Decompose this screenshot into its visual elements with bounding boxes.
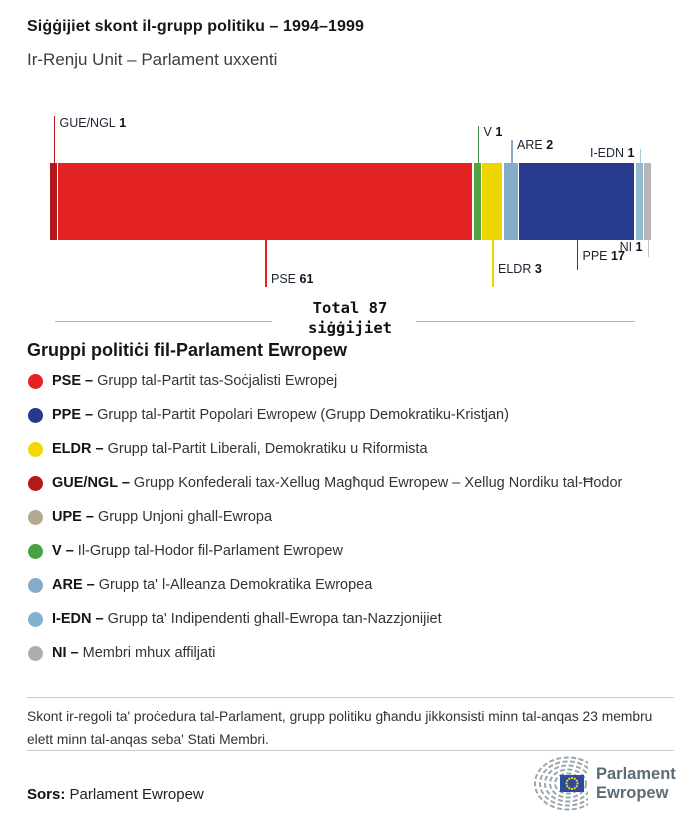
- legend-item: [27, 466, 677, 500]
- legend-color-dot: [28, 510, 43, 525]
- source-label: Sors:: [27, 786, 66, 803]
- seats-stacked-bar-chart: [0, 0, 700, 345]
- logo-wordmark: [596, 765, 676, 803]
- legend-item: [27, 636, 677, 670]
- legend-color-dot: [28, 578, 43, 593]
- legend-color-dot: [28, 544, 43, 559]
- callout-line-ARE: [511, 140, 513, 163]
- source-line: [27, 786, 204, 803]
- legend-item: [27, 602, 677, 636]
- total-divider-left: [55, 321, 272, 322]
- callout-line-PSE: [265, 240, 267, 287]
- legend-item-text: I-EDN – Grupp ta' Indipendenti ghall-Ewropa tan-Nazzjonijiet: [52, 611, 442, 627]
- legend-item-text: UPE – Grupp Unjoni ghall-Ewropa: [52, 509, 273, 525]
- legend-item-text: V – Il-Grupp tal-Hodor fil-Parlament Ewropew: [52, 543, 343, 559]
- bar-segment-NI: [644, 163, 651, 240]
- legend-color-dot: [28, 612, 43, 627]
- legend-color-dot: [28, 442, 43, 457]
- callout-label-I-EDN: I-EDN 1: [590, 146, 635, 160]
- bar-segment-I-EDN: [636, 163, 643, 240]
- logo-line2: Ewropew: [596, 784, 669, 802]
- legend-item: [27, 432, 677, 466]
- legend-item-text: ELDR – Grupp tal-Partit Liberali, Demokratiku u Riformista: [52, 441, 428, 457]
- legend-item-text: GUE/NGL – Grupp Konfederali tax-Xellug Magħqud Ewropew – Xellug Nordiku tal-Ħodor: [52, 475, 623, 491]
- legend-color-dot: [28, 408, 43, 423]
- bar-segment-ARE: [504, 163, 518, 240]
- legend-item-text: PPE – Grupp tal-Partit Popolari Ewropew (Grupp Demokratiku-Kristjan): [52, 407, 509, 423]
- legend-item: [27, 534, 677, 568]
- logo-line1: Parlament: [596, 765, 676, 783]
- callout-label-PPE: PPE 17: [582, 249, 625, 263]
- total-label-line1: Total 87: [312, 299, 388, 317]
- page-title: Siġġijiet skont il-grupp politiku – 1994–1999: [27, 18, 365, 35]
- callout-label-V: V 1: [483, 125, 503, 139]
- callout-line-I-EDN: [640, 149, 642, 163]
- bar-segment-PPE: [519, 163, 634, 240]
- legend-list: [27, 364, 677, 670]
- callout-label-PSE: PSE 61: [271, 272, 314, 286]
- bar-segment-PSE: [58, 163, 472, 240]
- page-subtitle: Ir-Renju Unit – Parlament uxxenti: [27, 50, 278, 69]
- legend-item-text: NI – Membri mhux affiljati: [52, 645, 216, 661]
- legend-item: [27, 500, 677, 534]
- ep-hemicycle-flag-icon: [524, 755, 588, 813]
- legend-color-dot: [28, 476, 43, 491]
- legend-item-text: ARE – Grupp ta' l-Alleanza Demokratika Ewropea: [52, 577, 373, 593]
- callout-label-GUE/NGL: GUE/NGL 1: [59, 116, 127, 130]
- callout-label-ELDR: ELDR 3: [498, 262, 542, 276]
- legend-heading: Gruppi politiċi fil-Parlament Ewropew: [27, 340, 348, 360]
- legend-item: [27, 568, 677, 602]
- bar-segment-V: [474, 163, 481, 240]
- footnote-rule-top: [27, 697, 674, 698]
- stacked-bar: [50, 163, 651, 240]
- legend-item: [27, 364, 677, 398]
- legend-item-text: PSE – Grupp tal-Partit tas-Soċjalisti Ewropej: [52, 373, 338, 389]
- callout-label-NI: NI 1: [619, 240, 643, 254]
- total-divider-right: [416, 321, 635, 322]
- european-parliament-logo: [524, 755, 676, 813]
- callout-line-NI: [648, 240, 650, 257]
- legend-color-dot: [28, 646, 43, 661]
- bar-segment-GUE/NGL: [50, 163, 57, 240]
- total-label-line2: siġġijiet: [308, 319, 392, 337]
- callout-line-V: [478, 126, 480, 163]
- footnote-rule-bottom: [27, 750, 674, 751]
- legend-color-dot: [28, 374, 43, 389]
- callout-line-ELDR: [492, 240, 494, 287]
- bar-segment-ELDR: [482, 163, 502, 240]
- footnote-text: Skont ir-regoli ta' proċedura tal-Parlament, grupp politiku għandu jikkonsisti minn tal-anqas 23 membru elett minn tal-anqas seba' Stati Membri.: [27, 709, 653, 747]
- source-value: Parlament Ewropew: [69, 786, 204, 803]
- callout-line-PPE: [577, 240, 579, 270]
- total-label: [0, 298, 700, 338]
- legend-item: [27, 398, 677, 432]
- callout-line-GUE/NGL: [54, 116, 56, 163]
- callout-label-ARE: ARE 2: [517, 138, 554, 152]
